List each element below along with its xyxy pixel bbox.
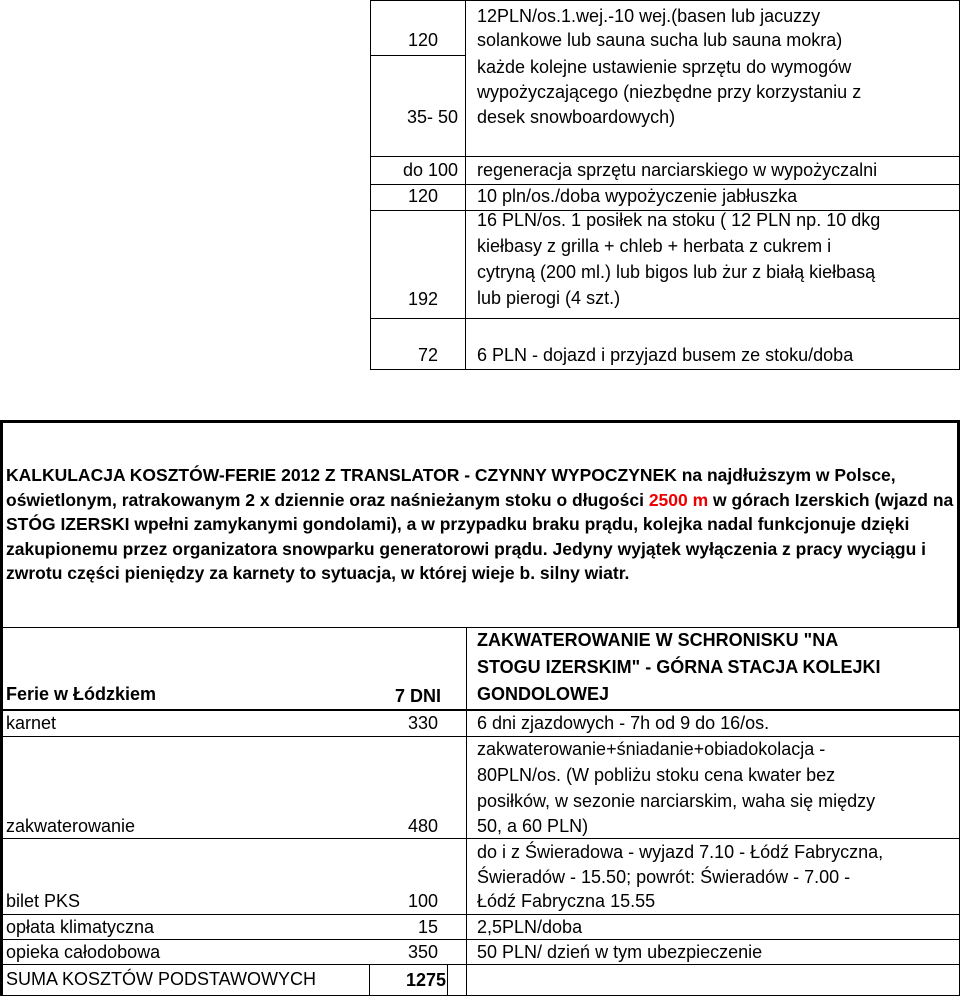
grid-line	[370, 369, 960, 370]
cost-note-line: 50, a 60 PLN)	[477, 816, 589, 836]
top-row-num: 192	[407, 289, 438, 309]
grid-line	[370, 318, 960, 319]
cost-note-line: 80PLN/os. (W pobliżu stoku cena kwater bez	[477, 765, 836, 785]
grid-line	[370, 0, 960, 1]
cost-note-line: do i z Świeradowa - wyjazd 7.10 - Łódź Fabryczna,	[477, 842, 884, 862]
grid-line	[370, 55, 465, 56]
cost-note-line: zakwaterowanie+śniadanie+obiadokolacja -	[477, 739, 826, 759]
cost-value: 15	[417, 917, 438, 937]
top-row-text-line: 12PLN/os.1.wej.-10 wej.(basen lub jacuzzy	[477, 6, 821, 26]
cost-value: 480	[407, 816, 438, 836]
top-row-text-line: 16 PLN/os. 1 posiłek na stoku ( 12 PLN np. 10 dkg	[477, 210, 881, 230]
cost-note-line: 2,5PLN/doba	[477, 917, 583, 937]
cost-label: zakwaterowanie	[6, 816, 136, 836]
cost-label: opłata klimatyczna	[6, 917, 155, 937]
header-accommodation-line: STOGU IZERSKIM" - GÓRNA STACJA KOLEJKI	[477, 657, 881, 677]
cost-note-line: posiłków, w sezonie narciarskim, waha się między	[477, 791, 876, 811]
top-row-text-line: regeneracja sprzętu narciarskiego w wypożyczalni	[477, 160, 878, 180]
cost-note-line: Łódź Fabryczna 15.55	[477, 891, 656, 911]
frame-line	[0, 420, 3, 996]
header-region: Ferie w Łódzkiem	[6, 684, 157, 704]
cost-label: bilet PKS	[6, 891, 81, 911]
top-row-text-line: 10 pln/os./doba wypożyczenie jabłuszka	[477, 186, 798, 206]
slope-length: 2500 m	[648, 489, 709, 510]
top-row-text-line: solankowe lub sauna sucha lub sauna mokra)	[477, 30, 843, 50]
top-row-num: do 100	[402, 160, 458, 180]
top-row-text-line: kiełbasy z grilla + chleb + herbata z cukrem i	[477, 236, 832, 256]
top-row-num: 35- 50	[406, 107, 458, 127]
total-value: 1275	[405, 970, 446, 990]
header-accommodation-line: ZAKWATEROWANIE W SCHRONISKU "NA	[477, 630, 839, 650]
total-label: SUMA KOSZTÓW PODSTAWOWYCH	[6, 969, 316, 989]
top-row-text-line: desek snowboardowych)	[477, 107, 676, 127]
grid-line	[465, 0, 466, 370]
grid-line	[0, 838, 960, 839]
header-days: 7 DNI	[395, 686, 442, 706]
cost-note-line: Świeradów - 15.50; powrót: Świeradów - 7.00 -	[477, 867, 851, 887]
intro-text-cont: w górach Izerskich (wjazd na STÓG IZERSKI wpełni zamykanymi gondolami), a w przypadku braku prądu, kolejka nadal funkcjonuje dzięki zakupionemu przez organizatora snowparku generatorowi prądu. Jedyny wyjątek wyłączenia z pracy wyciągu i zwrotu części pieniędzy za karnety to sytuacja, w której wieje b. silny wiatr.	[6, 489, 954, 583]
cost-label: karnet	[6, 713, 57, 733]
cost-note-line: 50 PLN/ dzień w tym ubezpieczenie	[477, 942, 763, 962]
top-row-text-line: każde kolejne ustawienie sprzętu do wymogów	[477, 57, 852, 77]
top-row-num: 72	[417, 345, 438, 365]
top-row-num: 120	[407, 30, 438, 50]
top-row-text-line: 6 PLN - dojazd i przyjazd busem ze stoku/doba	[477, 345, 854, 365]
top-row-text-line: cytryną (200 ml.) lub bigos lub żur z białą kiełbasą	[477, 262, 876, 282]
cost-value: 350	[407, 942, 438, 962]
intro-paragraph	[6, 463, 956, 586]
grid-line	[0, 964, 960, 965]
grid-line	[466, 628, 467, 996]
cost-value: 330	[407, 713, 438, 733]
grid-line	[370, 156, 960, 157]
top-row-text-line: lub pierogi (4 szt.)	[477, 288, 621, 308]
intro-text: KALKULACJA KOSZTÓW-FERIE 2012 Z TRANSLATOR - CZYNNY WYPOCZYNEK na najdłuższym w Polsce, oświetlonym, ratrakowanym 2 x dziennie oraz naśnieżanym stoku o długości	[6, 465, 896, 510]
cost-label: opieka całodobowa	[6, 942, 161, 962]
cost-note-line: 6 dni zjazdowych - 7h od 9 do 16/os.	[477, 713, 770, 733]
frame-line	[0, 420, 960, 423]
header-accommodation-line: GONDOLOWEJ	[477, 684, 610, 704]
cost-value: 100	[407, 891, 438, 911]
top-row-text-line: wypożyczającego (niezbędne przy korzystaniu z	[477, 82, 862, 102]
grid-line	[447, 965, 448, 996]
top-row-num: 120	[407, 186, 438, 206]
